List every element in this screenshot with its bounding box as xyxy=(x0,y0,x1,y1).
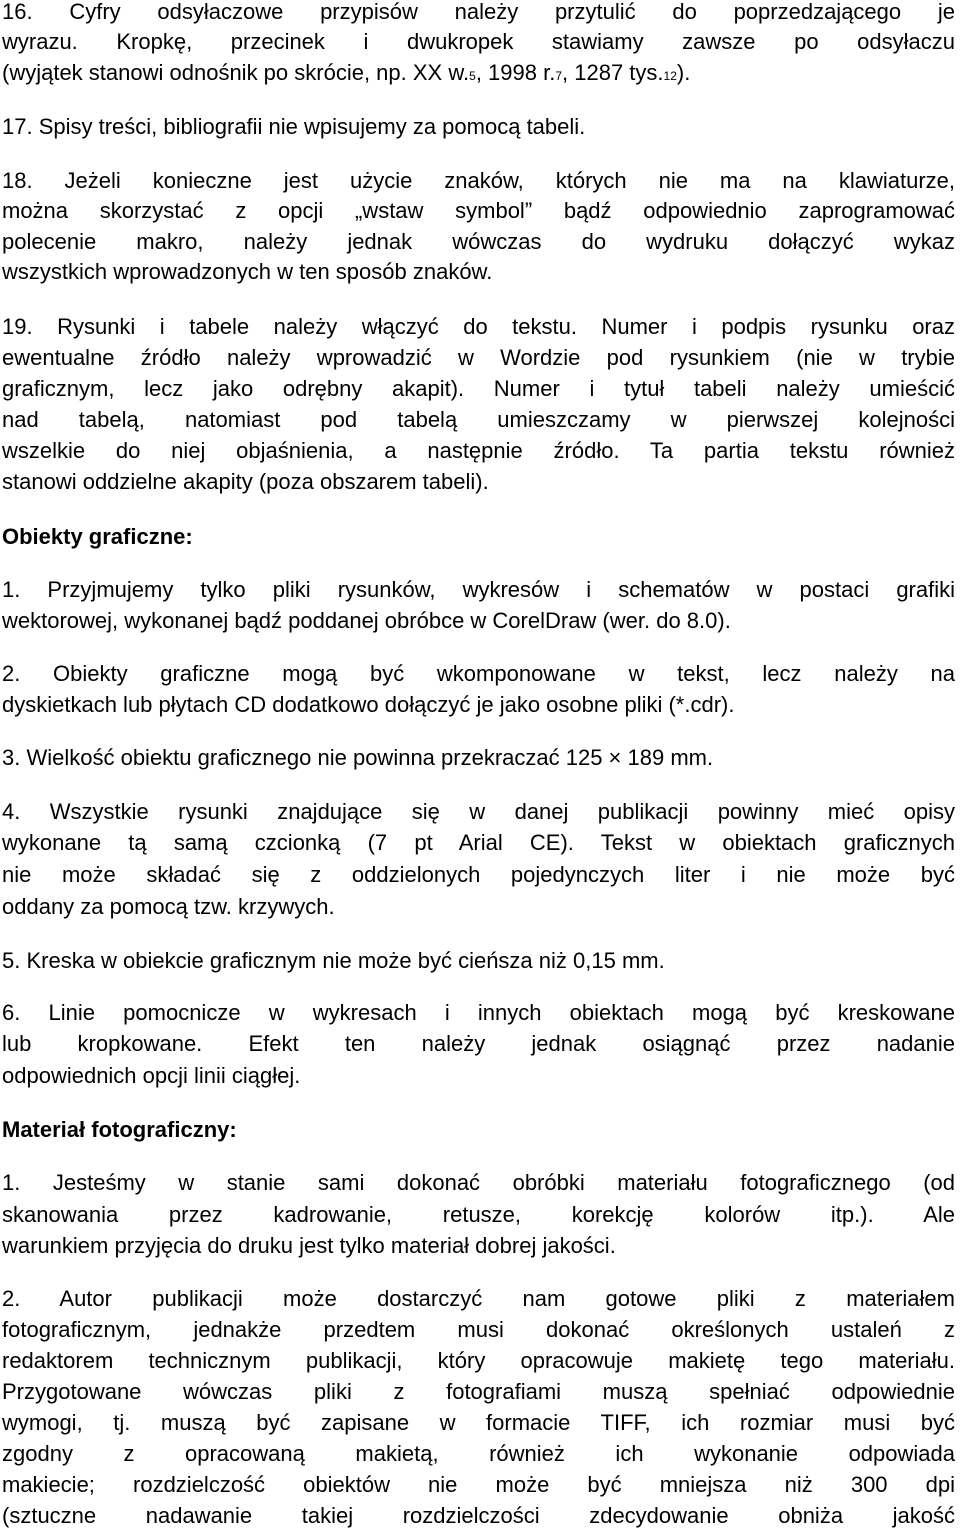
photo-item-1-line-1: 1. Jesteśmy w stanie sami dokonać obróbki materiału fotograficznego (od xyxy=(2,1170,955,1195)
graphics-item-4-line-3: nie może składać się z oddzielonych pojedynczych liter i nie może być xyxy=(2,862,955,887)
graphics-item-4-line-1: 4. Wszystkie rysunki znajdujące się w danej publikacji powinny mieć opisy xyxy=(2,799,955,824)
paragraph-16-text: , 1287 tys. xyxy=(562,60,664,85)
paragraph-18-line-3: polecenie makro, należy jednak wówczas do wydruku dołączyć wykaz xyxy=(2,229,955,254)
photo-item-2-line-3: redaktorem technicznym publikacji, który opracowuje makietę tego materiału. xyxy=(2,1348,955,1373)
footnote-ref: 12 xyxy=(663,69,677,83)
paragraph-18-line-1: 18. Jeżeli konieczne jest użycie znaków, których nie ma na klawiaturze, xyxy=(2,168,955,193)
paragraph-19-line-4: nad tabelą, natomiast pod tabelą umieszczamy w pierwszej kolejności xyxy=(2,407,955,432)
paragraph-19-line-6: stanowi oddzielne akapity (poza obszarem tabeli). xyxy=(2,469,489,494)
photo-item-2-line-6: zgodny z opracowaną makietą, również ich wykonanie odpowiada xyxy=(2,1441,955,1466)
paragraph-19-line-2: ewentualne źródło należy wprowadzić w Wordzie pod rysunkiem (nie w trybie xyxy=(2,345,955,370)
photo-item-1-line-2: skanowania przez kadrowanie, retusze, korekcję kolorów itp.). Ale xyxy=(2,1202,955,1227)
graphics-item-6-line-1: 6. Linie pomocnicze w wykresach i innych obiektach mogą być kreskowane xyxy=(2,1000,955,1025)
paragraph-19-line-1: 19. Rysunki i tabele należy włączyć do tekstu. Numer i podpis rysunku oraz xyxy=(2,314,955,339)
graphics-item-4-line-2: wykonane tą samą czcionką (7 pt Arial CE). Tekst w obiektach graficznych xyxy=(2,830,955,855)
paragraph-19-line-5: wszelkie do niej objaśnienia, a następnie źródło. Ta partia tekstu również xyxy=(2,438,955,463)
photo-item-2-line-5: wymogi, tj. muszą być zapisane w formacie TIFF, ich rozmiar musi być xyxy=(2,1410,955,1435)
paragraph-16-line-2: wyrazu. Kropkę, przecinek i dwukropek stawiamy zawsze po odsyłaczu xyxy=(2,29,955,54)
graphics-item-4-line-4: oddany za pomocą tzw. krzywych. xyxy=(2,894,335,919)
paragraph-17: 17. Spisy treści, bibliografii nie wpisujemy za pomocą tabeli. xyxy=(2,114,586,139)
paragraph-19-line-3: graficznym, lecz jako odrębny akapit). Numer i tytuł tabeli należy umieścić xyxy=(2,376,955,401)
graphics-item-1-line-1: 1. Przyjmujemy tylko pliki rysunków, wykresów i schematów w postaci grafiki xyxy=(2,577,955,602)
paragraph-16-line-1: 16. Cyfry odsyłaczowe przypisów należy przytulić do poprzedzającego je xyxy=(2,0,955,24)
photo-item-2-line-7: makiecie; rozdzielczość obiektów nie może być mniejsza niż 300 dpi xyxy=(2,1472,955,1497)
footnote-ref: 5 xyxy=(469,69,476,83)
paragraph-16-text: ). xyxy=(676,60,691,85)
paragraph-16-text: , 1998 r. xyxy=(475,60,556,85)
photo-item-1-line-3: warunkiem przyjęcia do druku jest tylko materiał dobrej jakości. xyxy=(2,1233,616,1258)
graphics-item-2-line-1: 2. Obiekty graficzne mogą być wkomponowane w tekst, lecz należy na xyxy=(2,661,955,686)
graphics-item-6-line-2: lub kropkowane. Efekt ten należy jednak osiągnąć przez nadanie xyxy=(2,1031,955,1056)
section-heading-photo: Materiał fotograficzny: xyxy=(2,1117,237,1142)
photo-item-2-line-1: 2. Autor publikacji może dostarczyć nam gotowe pliki z materiałem xyxy=(2,1286,955,1311)
graphics-item-5: 5. Kreska w obiekcie graficznym nie może być cieńsza niż 0,15 mm. xyxy=(2,948,665,973)
graphics-item-1-line-2: wektorowej, wykonanej bądź poddanej obróbce w CorelDraw (wer. do 8.0). xyxy=(2,608,731,633)
photo-item-2-line-2: fotograficznym, jednakże przedtem musi dokonać określonych ustaleń z xyxy=(2,1317,955,1342)
footnote-ref: 7 xyxy=(555,69,563,83)
photo-item-2-line-4: Przygotowane wówczas pliki z fotografiami muszą spełniać odpowiednie xyxy=(2,1379,955,1404)
graphics-item-6-line-3: odpowiednich opcji linii ciągłej. xyxy=(2,1063,301,1088)
graphics-item-3: 3. Wielkość obiektu graficznego nie powinna przekraczać 125 × 189 mm. xyxy=(2,745,714,770)
paragraph-18-line-4: wszystkich wprowadzonych w ten sposób znaków. xyxy=(2,259,493,284)
paragraph-16-line-3 xyxy=(2,58,955,91)
paragraph-18-line-2: można skorzystać z opcji „wstaw symbol” bądź odpowiednio zaprogramować xyxy=(2,198,955,223)
photo-item-2-line-8: (sztuczne nadawanie takiej rozdzielczości zdecydowanie obniża jakość xyxy=(2,1503,955,1528)
section-heading-graphics: Obiekty graficzne: xyxy=(2,524,193,549)
paragraph-16-text: (wyjątek stanowi odnośnik po skrócie, np. XX w. xyxy=(2,60,470,85)
graphics-item-2-line-2: dyskietkach lub płytach CD dodatkowo dołączyć je jako osobne pliki (*.cdr). xyxy=(2,692,735,717)
